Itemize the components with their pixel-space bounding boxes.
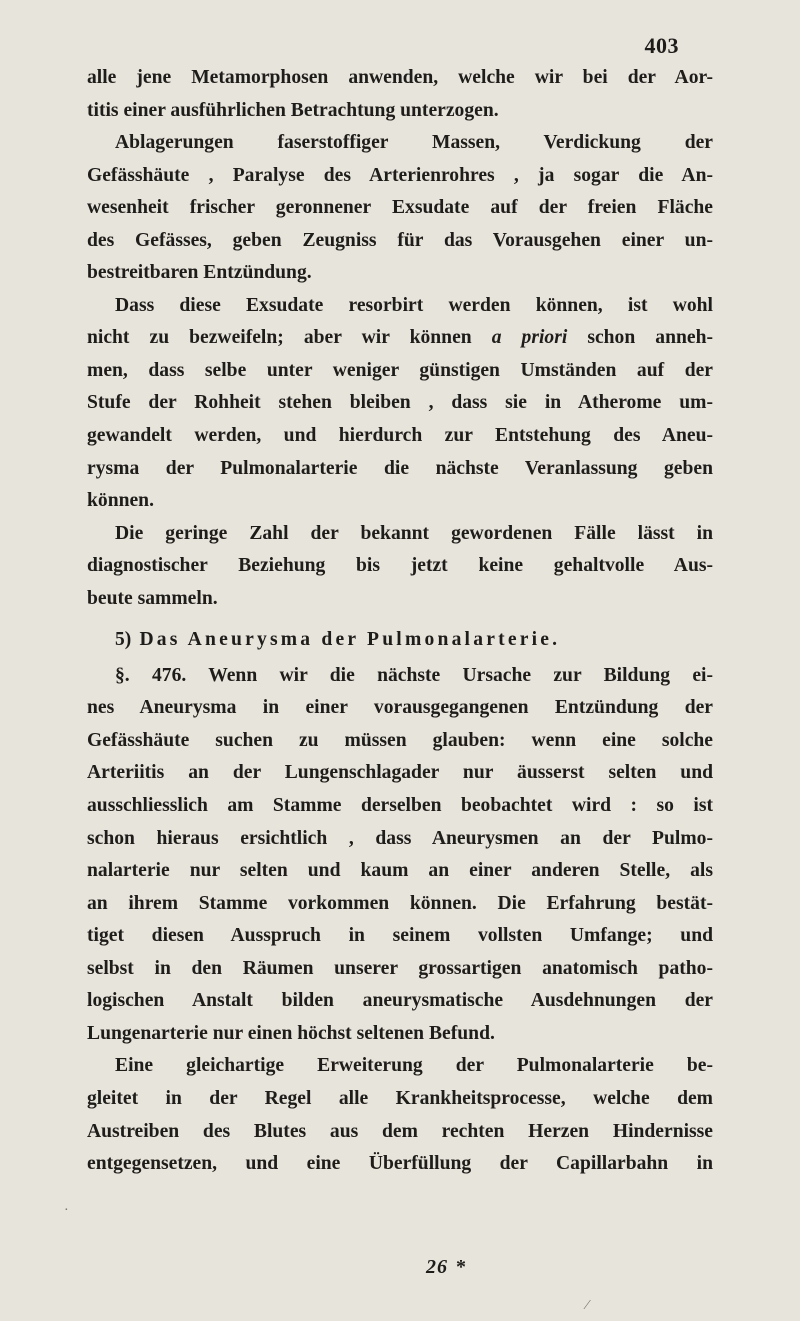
text-line: tiget diesen Ausspruch in seinem vollsten Umfange; und: [87, 925, 713, 947]
italic-phrase: a priori: [491, 327, 568, 349]
signature-number: 26: [426, 1256, 448, 1278]
text-line: an ihrem Stamme vorkommen können. Die Erfahrung bestät-: [87, 892, 713, 914]
page-number: 403: [644, 33, 679, 58]
text-line: Lungenarterie nur einen höchst seltenen Befund.: [87, 1022, 495, 1044]
text-line: ausschliesslich am Stamme derselben beobachtet wird : so ist: [87, 795, 713, 817]
text-line: Die geringe Zahl der bekannt gewordenen Fälle lässt in: [115, 522, 713, 544]
section-title: Das Aneurysma der Pulmonalarterie.: [139, 629, 561, 651]
body-text: [87, 62, 713, 1181]
signature-star: *: [456, 1256, 467, 1278]
text-run: schon anneh-: [567, 327, 713, 349]
text-line: gleitet in der Regel alle Krankheitsprocesse, welche dem: [87, 1087, 713, 1109]
text-line: Austreiben des Blutes aus dem rechten Herzen Hindernisse: [87, 1120, 713, 1142]
text-line: [87, 322, 713, 355]
text-line: selbst in den Räumen unserer grossartigen anatomisch patho-: [87, 957, 713, 979]
text-line: titis einer ausführlichen Betrachtung unterzogen.: [87, 99, 499, 121]
text-line: Gefässhäute , Paralyse des Arterienrohres , ja sogar die An-: [87, 164, 713, 186]
text-line: §. 476. Wenn wir die nächste Ursache zur Bildung ei-: [115, 664, 713, 686]
text-line: Ablagerungen faserstoffiger Massen, Verdickung der: [115, 132, 713, 154]
text-line: beute sammeln.: [87, 587, 218, 609]
text-line: schon hieraus ersichtlich , dass Aneurysmen an der Pulmo-: [87, 827, 713, 849]
section-number: 5): [115, 629, 132, 651]
text-line: nalarterie nur selten und kaum an einer anderen Stelle, als: [87, 860, 713, 882]
text-line: alle jene Metamorphosen anwenden, welche wir bei der Aor-: [87, 67, 713, 88]
text-line: diagnostischer Beziehung bis jetzt keine gehaltvolle Aus-: [87, 555, 713, 577]
text-line: Arteriitis an der Lungenschlagader nur äusserst selten und: [87, 762, 713, 784]
text-line: nes Aneurysma in einer vorausgegangenen Entzündung der: [87, 697, 713, 719]
paragraphs-after-heading: [87, 660, 713, 1181]
text-line: des Gefässes, geben Zeugniss für das Vorausgehen einer un-: [87, 229, 713, 251]
text-line: entgegensetzen, und eine Überfüllung der Capillarbahn in: [87, 1153, 713, 1175]
text-line: gewandelt werden, und hierdurch zur Entstehung des Aneu-: [87, 425, 713, 447]
section-heading: [87, 624, 713, 657]
paragraphs-before-heading: [87, 62, 713, 615]
text-line: logischen Anstalt bilden aneurysmatische Ausdehnungen der: [87, 990, 713, 1012]
text-line: Eine gleichartige Erweiterung der Pulmonalarterie be-: [115, 1055, 713, 1077]
margin-tick: ⁄: [586, 1298, 589, 1313]
signature-mark: [426, 1256, 467, 1279]
text-line: wesenheit frischer geronnener Exsudate auf der freien Fläche: [87, 197, 713, 219]
margin-speck: ·: [64, 1203, 69, 1218]
text-line: men, dass selbe unter weniger günstigen Umständen auf der: [87, 359, 713, 381]
text-line: Dass diese Exsudate resorbirt werden können, ist wohl: [115, 294, 713, 316]
text-run: nicht zu bezweifeln; aber wir können: [87, 327, 492, 349]
text-line: Gefässhäute suchen zu müssen glauben: wenn eine solche: [87, 729, 713, 751]
text-line: Stufe der Rohheit stehen bleiben , dass sie in Atherome um-: [87, 392, 713, 414]
text-line: bestreitbaren Entzündung.: [87, 262, 312, 284]
text-line: können.: [87, 490, 154, 512]
text-line: rysma der Pulmonalarterie die nächste Veranlassung geben: [87, 457, 713, 479]
